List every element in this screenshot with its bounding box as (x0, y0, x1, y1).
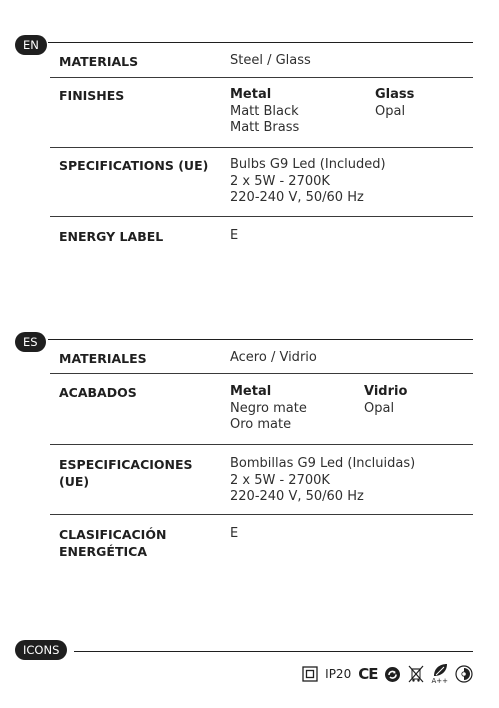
row-divider (50, 147, 473, 148)
row-divider (50, 77, 473, 78)
finishes-glass-heading: Glass (375, 87, 415, 102)
value-materials: Steel / Glass (230, 53, 311, 68)
finish-item: Opal (375, 103, 406, 119)
section-rule-en (48, 42, 473, 43)
value-energy: E (230, 228, 239, 243)
section-tag-es: ES (15, 332, 46, 352)
label-line: ENERGÉTICA (59, 544, 147, 559)
finish-item: Oro mate (230, 417, 292, 432)
label-clasificacion (59, 526, 219, 560)
label-materiales: MATERIALES (59, 351, 147, 366)
finishes-metal-heading: Metal (230, 87, 272, 102)
acabados-glass-heading: Vidrio (364, 384, 408, 399)
certification-icons (302, 662, 473, 686)
label-materials: MATERIALS (59, 54, 139, 69)
row-divider (50, 514, 473, 515)
energy-efficiency-icon (431, 662, 448, 686)
spec-line: Bulbs G9 Led (Included) (230, 157, 386, 172)
spec-line: 220-240 V, 50/60 Hz (230, 489, 364, 504)
acabados-metal (230, 384, 307, 434)
row-divider (50, 444, 473, 445)
label-line: (UE) (59, 474, 90, 489)
finishes-metal (230, 87, 299, 137)
section-rule-icons (74, 651, 473, 652)
finishes-glass (375, 87, 414, 120)
value-materiales: Acero / Vidrio (230, 350, 317, 365)
acabados-glass (364, 384, 407, 417)
recycle-icon (384, 664, 401, 684)
dimmable-icon (455, 664, 473, 684)
finish-item: Negro mate (230, 400, 307, 416)
ip20-icon: IP20 (325, 667, 352, 681)
row-divider (50, 216, 473, 217)
value-specifications (230, 157, 386, 207)
finish-item: Matt Brass (230, 120, 300, 135)
energy-rating-text: A++ (431, 677, 448, 685)
value-clasificacion: E (230, 526, 239, 541)
section-rule-es (48, 339, 473, 340)
label-line: CLASIFICACIÓN (59, 527, 167, 542)
section-tag-icons: ICONS (15, 640, 67, 660)
weee-bin-icon (408, 664, 424, 684)
ce-mark-icon: CE (358, 665, 378, 683)
finish-item: Opal (364, 400, 395, 416)
label-acabados: ACABADOS (59, 385, 137, 400)
spec-line: Bombillas G9 Led (Incluidas) (230, 456, 416, 471)
class-ii-insulation-icon (302, 664, 318, 684)
spec-line: 2 x 5W - 2700K (230, 472, 330, 488)
spec-line: 220-240 V, 50/60 Hz (230, 190, 364, 205)
label-specifications: SPECIFICATIONS (UE) (59, 158, 209, 173)
label-energy: ENERGY LABEL (59, 229, 164, 244)
acabados-metal-heading: Metal (230, 384, 272, 399)
spec-line: 2 x 5W - 2700K (230, 173, 330, 189)
row-divider (50, 373, 473, 374)
value-especificaciones (230, 456, 415, 506)
label-line: ESPECIFICACIONES (59, 457, 193, 472)
label-especificaciones (59, 456, 219, 490)
label-finishes: FINISHES (59, 88, 125, 103)
finish-item: Matt Black (230, 103, 299, 119)
section-tag-en: EN (15, 35, 47, 55)
